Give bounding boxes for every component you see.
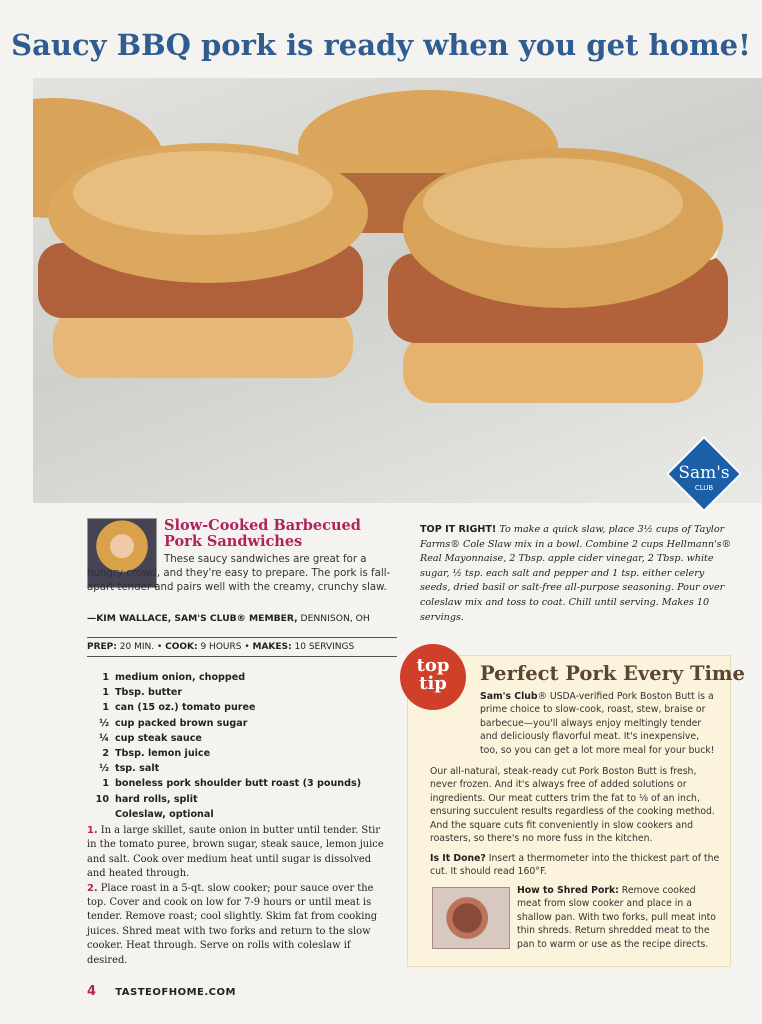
tip-p4-label: How to Shred Pork: <box>517 885 619 896</box>
recipe-intro-text: These saucy sandwiches are great for a hungry crowd, and they're easy to prepare. The pork is fall-apart tender and pairs well with the creamy, crunchy slaw. <box>87 554 391 593</box>
tip-p4-text: Remove cooked meat from slow cooker and place in a shallow pan. With two forks, pull meat into thin shreds. Return shredded meat to the pan to warm or use as the recipe directs. <box>517 885 716 950</box>
ingredient-qty: 1 <box>102 672 109 683</box>
tip-p3-label: Is It Done? <box>430 853 486 864</box>
ingredient-item <box>87 731 397 746</box>
top-it-right <box>420 523 735 625</box>
top-tip-badge <box>400 644 466 710</box>
recipe-steps <box>87 824 392 968</box>
ingredient-name: Tbsp. lemon juice <box>115 747 211 759</box>
ingredient-qty: 1 <box>102 687 109 699</box>
sams-logo-word: Sam's <box>678 463 730 483</box>
sams-club-logo <box>658 428 750 520</box>
cook-value: 9 HOURS <box>200 642 242 652</box>
step-number: 1. <box>87 825 98 836</box>
recipe-title: Slow-Cooked Barbecued Pork Sandwiches <box>164 517 361 550</box>
prep-label: PREP: <box>87 642 117 652</box>
recipe-intro <box>87 553 391 595</box>
ingredient-name: medium onion, chopped <box>115 672 246 683</box>
ingredient-qty: ¼ <box>99 732 109 744</box>
ingredient-list <box>87 670 397 822</box>
tip-p1-text: ® USDA-verified Pork Boston Butt is a prime choice to slow-cook, roast, stew, braise or barbecue—you'll always enjoy meltingly tender and deliciously flavorful meat. It's inexpensive, too, so you can get a lot more meal for your buck! <box>480 691 715 756</box>
top-it-text: To make a quick slaw, place 3½ cups of Taylor Farms® Cole Slaw mix in a bowl. Combine 2 cups Hellmann's® Real Mayonnaise, 2 Tbsp. apple cider vinegar, 2 Tbsp. white sugar, ½ tsp. each salt and pepper and 1 tsp. either celery seeds, dried basil or salt-free all-purpose seasoning. Pour over coleslaw mix and toss to coat. Chill until serving. Makes 10 servings. <box>420 524 732 623</box>
ingredient-item <box>87 670 397 685</box>
ingredient-name: cup packed brown sugar <box>115 717 248 729</box>
ingredient-item <box>87 685 397 700</box>
ingredient-name: tsp. salt <box>115 763 160 775</box>
tip-paragraph-3 <box>430 852 720 879</box>
step-text: In a large skillet, saute onion in butter until tender. Stir in the tomato puree, brown sugar, steak sauce, lemon juice and salt. Cook over medium heat until sugar is dissolved and heated through. <box>87 825 384 880</box>
ingredient-name: Coleslaw, optional <box>115 808 214 820</box>
sandwich-photo <box>33 78 762 503</box>
top-it-label: TOP IT RIGHT! <box>420 524 497 535</box>
tip-paragraph-1 <box>480 690 718 757</box>
ingredient-name: Tbsp. butter <box>115 687 183 699</box>
ingredient-qty: 1 <box>102 778 109 790</box>
shredded-pork-photo <box>432 887 510 949</box>
ingredient-name: can (15 oz.) tomato puree <box>115 702 256 714</box>
site-url: TASTEOFHOME.COM <box>115 987 236 998</box>
badge-tip: tip <box>419 673 447 694</box>
tip-title: Perfect Pork Every Time <box>480 662 745 685</box>
ingredient-item <box>87 746 397 761</box>
ingredient-qty: 10 <box>95 793 109 805</box>
ingredient-qty: 2 <box>102 747 109 759</box>
ingredient-item <box>87 807 397 822</box>
ingredient-name: boneless pork shoulder butt roast (3 pounds) <box>115 778 362 790</box>
prep-value: 20 MIN. <box>119 642 155 652</box>
tip-paragraph-2: Our all-natural, steak-ready cut Pork Boston Butt is fresh, never frozen. And it's always free of added solutions or ingredients. Our meat cutters trim the fat to ⅛ of an inch, ensuring succulent results regardless of the cooking method. And the square cuts fit conveniently in slow cookers and roasters, so there's no more fuss in the kitchen. <box>430 766 715 845</box>
cook-label: COOK: <box>165 642 198 652</box>
ingredient-item <box>87 716 397 731</box>
ingredient-qty: 1 <box>102 702 109 714</box>
badge-top: top <box>416 655 450 676</box>
ingredient-item <box>87 700 397 715</box>
ingredient-item <box>87 761 397 776</box>
makes-value: 10 SERVINGS <box>294 642 355 652</box>
ingredient-qty: ½ <box>99 717 109 729</box>
ingredient-item <box>87 792 397 807</box>
page-headline: Saucy BBQ pork is ready when you get home! <box>11 28 751 62</box>
prep-line: PREP: 20 MIN. • COOK: 9 HOURS • MAKES: 10 SERVINGS <box>87 637 397 657</box>
step-text: Place roast in a 5-qt. slow cooker; pour sauce over the top. Cover and cook on low for 7-9 hours or until meat is tender. Remove roast; cool slightly. Skim fat from cooking juices. Shred meat with two forks and return to the slow cooker. Heat through. Serve on rolls with coleslaw if desired. <box>87 882 378 966</box>
ingredient-name: hard rolls, split <box>115 793 198 805</box>
byline-name: —KIM WALLACE, SAM'S CLUB® MEMBER, <box>87 613 298 624</box>
step-item <box>87 824 392 882</box>
page-number: 4 <box>87 984 97 999</box>
byline-place: DENNISON, OH <box>300 613 370 624</box>
recipe-byline <box>87 613 397 624</box>
ingredient-name: cup steak sauce <box>115 732 202 744</box>
page-footer <box>87 984 236 999</box>
step-number: 2. <box>87 882 98 894</box>
tip-p3-text: Insert a thermometer into the thickest part of the cut. It should read 160°F. <box>430 853 720 878</box>
tip-paragraph-4 <box>517 884 721 951</box>
makes-label: MAKES: <box>252 642 292 652</box>
sams-logo-club: CLUB <box>694 484 714 492</box>
ingredient-item <box>87 776 397 791</box>
step-item <box>87 882 392 968</box>
ingredient-qty: ½ <box>99 763 109 775</box>
tip-p1-brand: Sam's Club <box>480 691 538 702</box>
